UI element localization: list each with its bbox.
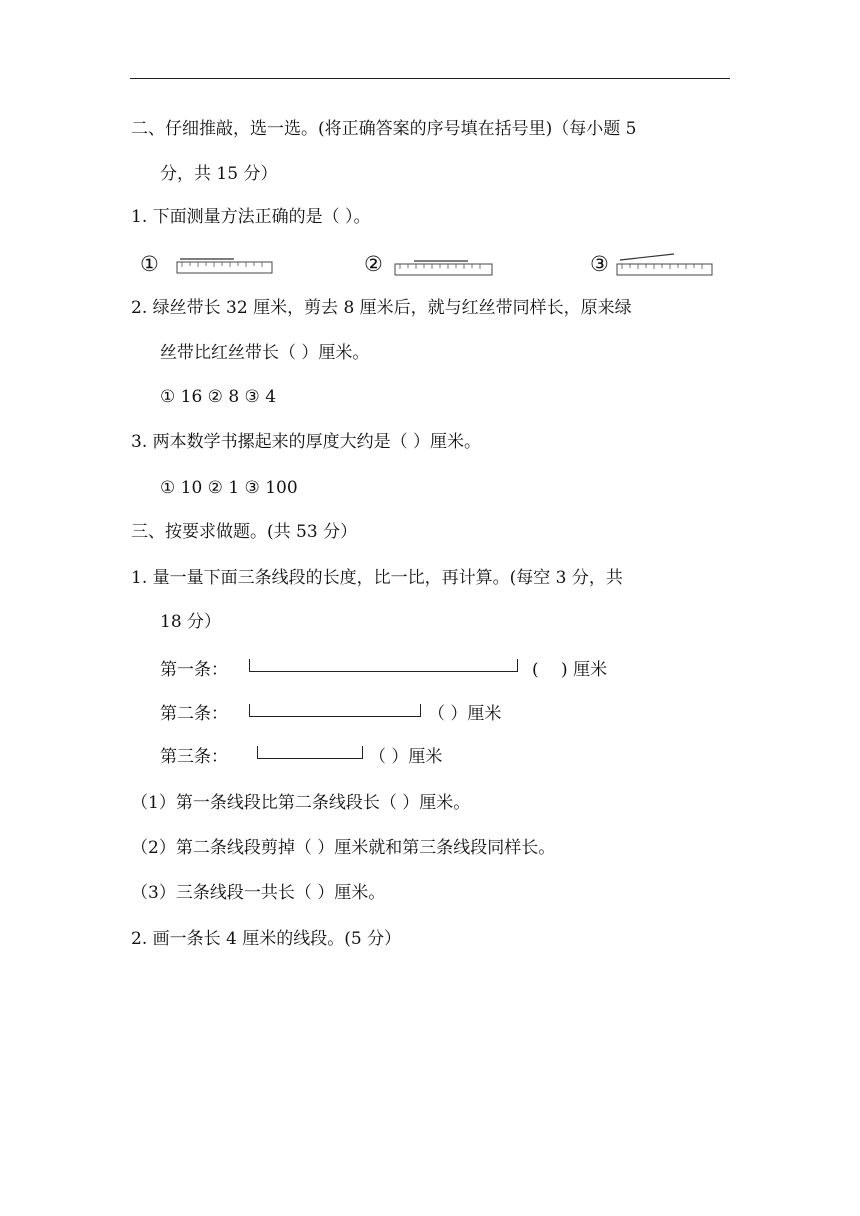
q1-option3-mark: ③ <box>590 252 609 276</box>
seg3-answer: （ ）厘米 <box>369 747 443 767</box>
q3-text: 3. 两本数学书摞起来的厚度大约是（ ）厘米。 <box>131 432 482 452</box>
ruler-option3-icon <box>616 250 714 278</box>
q3-options: ① 10 ② 1 ③ 100 <box>160 478 298 498</box>
p1-line1: 1. 量一量下面三条线段的长度，比一比，再计算。(每空 3 分，共 <box>131 568 623 588</box>
seg2-label: 第二条： <box>160 704 228 724</box>
q2-line1: 2. 绿丝带长 32 厘米，剪去 8 厘米后，就与红丝带同样长，原来绿 <box>131 298 632 318</box>
segment-1 <box>249 659 518 672</box>
q1-option1-mark: ① <box>140 252 159 276</box>
p1-sub2: （2）第二条线段剪掉（ ）厘米就和第三条线段同样长。 <box>131 838 556 858</box>
p1-sub1: （1）第一条线段比第二条线段长（ ）厘米。 <box>131 793 471 813</box>
p2-text: 2. 画一条长 4 厘米的线段。(5 分） <box>131 929 402 949</box>
q1-option2-mark: ② <box>364 252 383 276</box>
p1-line2: 18 分） <box>160 612 222 632</box>
section3-heading: 三、按要求做题。(共 53 分） <box>131 522 358 542</box>
seg3-label: 第三条： <box>160 747 228 767</box>
seg2-answer: （ ）厘米 <box>428 704 502 724</box>
q1-text: 1. 下面测量方法正确的是（ ）。 <box>131 207 371 227</box>
section2-heading-line1: 二、仔细推敲，选一选。(将正确答案的序号填在括号里)（每小题 5 <box>131 119 637 139</box>
q2-line2: 丝带比红丝带长（ ）厘米。 <box>160 343 370 363</box>
seg1-label: 第一条： <box>160 660 228 680</box>
segment-3 <box>257 746 363 759</box>
top-rule <box>130 78 730 79</box>
seg1-answer: ( ) 厘米 <box>532 660 608 680</box>
segment-2 <box>249 704 421 717</box>
ruler-option2-icon <box>394 256 494 278</box>
ruler-option1-icon <box>176 254 274 276</box>
section2-heading-line2: 分，共 15 分） <box>160 164 278 184</box>
q2-options: ① 16 ② 8 ③ 4 <box>160 387 277 407</box>
p1-sub3: （3）三条线段一共长（ ）厘米。 <box>131 883 386 903</box>
